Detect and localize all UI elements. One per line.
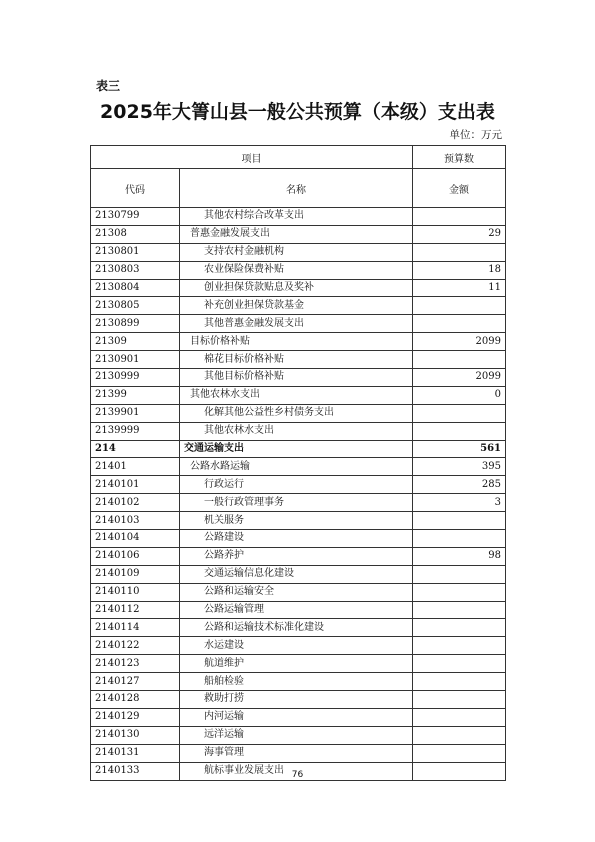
- row-amount: [413, 637, 506, 655]
- row-name: 船舶检验: [180, 673, 413, 691]
- table-row: [91, 547, 506, 565]
- row-amount: 561: [413, 440, 506, 458]
- row-amount: [413, 565, 506, 583]
- table-body: [91, 208, 506, 781]
- unit-label: 单位：万元: [449, 129, 502, 141]
- table-row: [91, 297, 506, 315]
- page-title: 2025年大箐山县一般公共预算（本级）支出表: [100, 101, 495, 123]
- table-row: [91, 565, 506, 583]
- table-row: [91, 637, 506, 655]
- table-row: [91, 261, 506, 279]
- row-amount: [413, 422, 506, 440]
- table-row: [91, 422, 506, 440]
- row-code: 2140133: [91, 762, 180, 780]
- row-amount: [413, 744, 506, 762]
- row-code: 21399: [91, 386, 180, 404]
- header-budget: 预算数: [413, 146, 506, 169]
- row-code: 2140130: [91, 726, 180, 744]
- table-label: 表三: [96, 79, 121, 93]
- header-code: 代码: [91, 169, 180, 208]
- row-name: 公路和运输安全: [180, 583, 413, 601]
- table-row: [91, 530, 506, 548]
- row-code: 2130803: [91, 261, 180, 279]
- table-row: [91, 404, 506, 422]
- table-row: [91, 744, 506, 762]
- row-name: 其他目标价格补贴: [180, 369, 413, 387]
- row-name: 其他农林水支出: [180, 422, 413, 440]
- row-name: 公路建设: [180, 530, 413, 548]
- row-code: 2140101: [91, 476, 180, 494]
- row-amount: 2099: [413, 369, 506, 387]
- table-row: [91, 351, 506, 369]
- row-name: 目标价格补贴: [180, 333, 413, 351]
- table-row: [91, 583, 506, 601]
- row-amount: [413, 619, 506, 637]
- row-name: 公路和运输技术标准化建设: [180, 619, 413, 637]
- row-code: 2139999: [91, 422, 180, 440]
- row-amount: [413, 351, 506, 369]
- row-amount: 285: [413, 476, 506, 494]
- table-row: [91, 458, 506, 476]
- table-row: [91, 673, 506, 691]
- row-code: 2130805: [91, 297, 180, 315]
- row-name: 普惠金融发展支出: [180, 225, 413, 243]
- table-row: [91, 208, 506, 226]
- table-row: [91, 315, 506, 333]
- row-name: 创业担保贷款贴息及奖补: [180, 279, 413, 297]
- row-name: 远洋运输: [180, 726, 413, 744]
- row-name: 机关服务: [180, 512, 413, 530]
- row-code: 21309: [91, 333, 180, 351]
- header-name: 名称: [180, 169, 413, 208]
- row-code: 2130899: [91, 315, 180, 333]
- row-amount: [413, 726, 506, 744]
- header-amount: 金额: [413, 169, 506, 208]
- row-amount: 2099: [413, 333, 506, 351]
- table-row: [91, 386, 506, 404]
- table-row: [91, 691, 506, 709]
- row-amount: [413, 243, 506, 261]
- row-code: 2130999: [91, 369, 180, 387]
- row-code: 2140112: [91, 601, 180, 619]
- row-name: 支持农村金融机构: [180, 243, 413, 261]
- row-amount: [413, 655, 506, 673]
- row-name: 公路运输管理: [180, 601, 413, 619]
- row-code: 2140104: [91, 530, 180, 548]
- row-amount: [413, 315, 506, 333]
- row-amount: [413, 583, 506, 601]
- row-code: 2140122: [91, 637, 180, 655]
- row-code: 2130901: [91, 351, 180, 369]
- row-code: 2130801: [91, 243, 180, 261]
- row-amount: [413, 691, 506, 709]
- row-name: 化解其他公益性乡村债务支出: [180, 404, 413, 422]
- row-code: 214: [91, 440, 180, 458]
- header-project: 项目: [91, 146, 413, 169]
- row-code: 2140110: [91, 583, 180, 601]
- row-amount: [413, 512, 506, 530]
- row-amount: 395: [413, 458, 506, 476]
- row-amount: 29: [413, 225, 506, 243]
- table-row: [91, 369, 506, 387]
- row-name: 交通运输信息化建设: [180, 565, 413, 583]
- row-code: 2140109: [91, 565, 180, 583]
- table-row: [91, 601, 506, 619]
- row-name: 行政运行: [180, 476, 413, 494]
- row-code: 2140129: [91, 708, 180, 726]
- row-code: 2140123: [91, 655, 180, 673]
- row-name: 其他农村综合改革支出: [180, 208, 413, 226]
- row-code: 21308: [91, 225, 180, 243]
- table-row: [91, 494, 506, 512]
- row-amount: [413, 208, 506, 226]
- row-name: 棉花目标价格补贴: [180, 351, 413, 369]
- table-row: [91, 243, 506, 261]
- row-code: 2140103: [91, 512, 180, 530]
- row-code: 2140131: [91, 744, 180, 762]
- row-name: 海事管理: [180, 744, 413, 762]
- table-row: [91, 279, 506, 297]
- row-name: 农业保险保费补贴: [180, 261, 413, 279]
- row-name: 航道维护: [180, 655, 413, 673]
- row-amount: [413, 601, 506, 619]
- row-name: 救助打捞: [180, 691, 413, 709]
- table-row: [91, 726, 506, 744]
- row-amount: 98: [413, 547, 506, 565]
- row-code: 2140102: [91, 494, 180, 512]
- row-amount: [413, 673, 506, 691]
- row-code: 2130804: [91, 279, 180, 297]
- row-code: 2130799: [91, 208, 180, 226]
- row-amount: [413, 297, 506, 315]
- row-amount: 3: [413, 494, 506, 512]
- row-name: 一般行政管理事务: [180, 494, 413, 512]
- budget-table: [90, 145, 506, 781]
- row-amount: [413, 708, 506, 726]
- table-row: [91, 619, 506, 637]
- table-row: [91, 225, 506, 243]
- row-name: 内河运输: [180, 708, 413, 726]
- table-row: [91, 333, 506, 351]
- row-name: 公路养护: [180, 547, 413, 565]
- row-name: 其他普惠金融发展支出: [180, 315, 413, 333]
- row-code: 2140128: [91, 691, 180, 709]
- row-name: 公路水路运输: [180, 458, 413, 476]
- row-code: 2140106: [91, 547, 180, 565]
- row-code: 2140114: [91, 619, 180, 637]
- row-amount: [413, 530, 506, 548]
- row-amount: 0: [413, 386, 506, 404]
- table-row: [91, 708, 506, 726]
- row-code: 2139901: [91, 404, 180, 422]
- row-amount: 11: [413, 279, 506, 297]
- table-row: [91, 476, 506, 494]
- table-row: [91, 655, 506, 673]
- row-name: 其他农林水支出: [180, 386, 413, 404]
- table-row: [91, 440, 506, 458]
- row-code: 2140127: [91, 673, 180, 691]
- row-name: 水运建设: [180, 637, 413, 655]
- row-amount: [413, 404, 506, 422]
- table-row: [91, 512, 506, 530]
- row-code: 21401: [91, 458, 180, 476]
- row-name: 航标事业发展支出: [180, 762, 413, 780]
- row-amount: 18: [413, 261, 506, 279]
- row-name: 交通运输支出: [180, 440, 413, 458]
- row-name: 补充创业担保贷款基金: [180, 297, 413, 315]
- page-number: 76: [291, 770, 304, 780]
